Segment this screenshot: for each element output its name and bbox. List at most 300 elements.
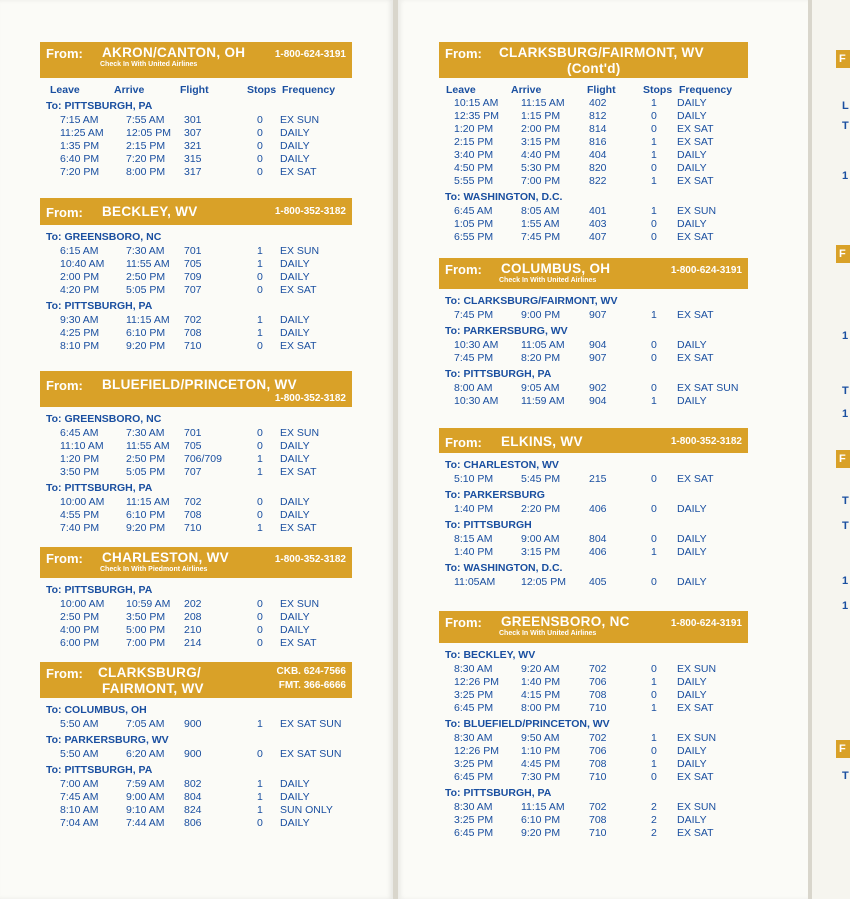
arrive-time: 9:50 AM [521,732,560,744]
stops-count: 0 [651,771,657,783]
flight-number: 804 [184,791,202,803]
flight-number: 707 [184,284,202,296]
destination-label: To: PITTSBURGH, PA [46,100,153,112]
leave-time: 7:45 PM [454,309,494,321]
destination-label: To: PITTSBURGH, PA [46,300,153,312]
flight-number: 804 [589,533,607,545]
leave-time: 5:50 AM [60,718,99,730]
destination-heading [439,519,748,533]
frequency: DAILY [677,218,707,230]
destination-label: To: PARKERSBURG, WV [46,734,169,746]
frequency: DAILY [280,791,310,803]
leave-time: 11:25 AM [60,127,104,139]
arrive-time: 7:30 AM [126,427,165,439]
arrive-time: 8:20 PM [521,352,561,364]
arrive-time: 2:50 PM [126,453,166,465]
flight-number: 812 [589,110,607,122]
leave-time: 12:26 PM [454,676,499,688]
route-section [40,547,352,650]
section-header [40,547,352,578]
stops-count: 0 [257,611,263,623]
frequency: DAILY [280,778,310,790]
arrive-time: 5:45 PM [521,473,561,485]
leave-time: 1:40 PM [454,503,494,515]
stops-count: 0 [257,496,263,508]
destination-heading [439,191,748,205]
flight-number: 907 [589,352,607,364]
schedule-row [40,153,352,166]
flight-number: 406 [589,546,607,558]
arrive-time: 9:10 AM [126,804,165,816]
leave-time: 11:10 AM [60,440,104,452]
destination-heading [439,562,748,576]
frequency: EX SUN [677,732,717,744]
leave-time: 2:50 PM [60,611,100,623]
schedule-row [40,466,352,479]
destination-heading [40,413,352,427]
flight-number: 710 [184,340,202,352]
schedule-row [439,175,748,188]
schedule-row [40,718,352,731]
schedule-row [40,509,352,522]
destination-label: To: BLUEFIELD/PRINCETON, WV [445,718,610,730]
frequency: EX SAT [677,827,714,839]
schedule-row [40,140,352,153]
arrive-time: 2:50 PM [126,271,166,283]
frequency: EX SAT [677,309,714,321]
origin-city: (Cont'd) [567,61,621,76]
arrive-time: 1:55 AM [521,218,560,230]
column-heading: Arrive [511,84,542,96]
leave-time: 8:10 AM [60,804,99,816]
schedule-row [439,162,748,175]
phone-number: 1-800-352-3182 [274,554,346,565]
flight-number: 708 [589,689,607,701]
arrive-time: 9:20 AM [521,663,560,675]
leave-time: 11:05AM [454,576,496,588]
leave-time: 10:00 AM [60,598,105,610]
route-section [439,42,748,244]
stops-count: 0 [651,689,657,701]
schedule-row [439,576,748,589]
leave-time: 3:25 PM [454,758,494,770]
frequency: DAILY [677,533,707,545]
leave-time: 10:00 AM [60,496,105,508]
leave-time: 10:30 AM [454,339,499,351]
stops-count: 0 [651,162,657,174]
arrive-time: 9:00 PM [521,309,561,321]
leave-time: 6:45 AM [60,427,99,439]
leave-time: 5:50 AM [60,748,99,760]
text-fragment: L [842,100,849,112]
flight-number: 402 [589,97,607,109]
destination-label: To: BECKLEY, WV [445,649,536,661]
section-header-fragment: F [836,245,850,263]
frequency: EX SAT [677,123,714,135]
destination-heading [40,764,352,778]
frequency: DAILY [677,758,707,770]
flight-number: 315 [184,153,202,165]
leave-time: 7:45 PM [454,352,494,364]
arrive-time: 2:00 PM [521,123,561,135]
schedule-row [439,771,748,784]
schedule-row [40,522,352,535]
arrive-time: 1:10 PM [521,745,561,757]
schedule-row [40,440,352,453]
phone-number: 1-800-624-3191 [670,265,742,276]
flight-number: 806 [184,817,202,829]
flight-number: 701 [184,245,202,257]
flight-number: 403 [589,218,607,230]
route-section [439,428,748,589]
arrive-time: 1:40 PM [521,676,561,688]
flight-number: 904 [589,395,607,407]
arrive-time: 7:30 AM [126,245,165,257]
route-section [40,198,352,353]
frequency: EX SUN [280,114,320,126]
route-section [40,662,352,830]
frequency: EX SUN [677,205,717,217]
schedule-row [439,827,748,840]
arrive-time: 4:15 PM [521,689,561,701]
schedule-row [439,689,748,702]
frequency: DAILY [280,327,310,339]
from-label: From: [46,378,83,393]
stops-count: 0 [651,576,657,588]
schedule-row [40,314,352,327]
leave-time: 3:25 PM [454,814,494,826]
destination-heading [40,734,352,748]
flight-number: 702 [589,663,607,675]
arrive-time: 8:00 PM [521,702,561,714]
flight-number: 705 [184,258,202,270]
text-fragment: 1 [842,575,849,587]
leave-time: 5:10 PM [454,473,494,485]
leave-time: 7:45 AM [60,791,99,803]
flight-number: 709 [184,271,202,283]
stops-count: 1 [651,309,657,321]
stops-count: 1 [257,791,263,803]
column-heading: Leave [50,84,80,96]
stops-count: 1 [651,136,657,148]
arrive-time: 3:15 PM [521,136,561,148]
schedule-row [439,676,748,689]
frequency: EX SAT SUN [280,718,342,730]
leave-time: 6:45 PM [454,702,494,714]
frequency: EX SAT [280,340,317,352]
frequency: EX SUN [677,801,717,813]
stops-count: 1 [651,732,657,744]
leave-time: 1:40 PM [454,546,494,558]
schedule-row [439,110,748,123]
frequency: DAILY [280,817,310,829]
destination-label: To: WASHINGTON, D.C. [445,191,563,203]
destination-label: To: CHARLESTON, WV [445,459,559,471]
flight-number: 407 [589,231,607,243]
arrive-time: 9:20 PM [126,340,166,352]
schedule-row [439,352,748,365]
text-fragment: T [842,520,849,532]
flight-number: 321 [184,140,202,152]
arrive-time: 7:00 PM [126,637,166,649]
from-label: From: [46,666,83,681]
stops-count: 0 [257,271,263,283]
destination-label: To: PITTSBURGH, PA [445,787,552,799]
flight-number: 301 [184,114,202,126]
schedule-row [439,546,748,559]
stops-count: 0 [257,440,263,452]
stops-count: 0 [257,153,263,165]
schedule-row [439,745,748,758]
origin-city: BLUEFIELD/PRINCETON, WV [102,377,297,392]
stops-count: 0 [651,745,657,757]
flight-number: 902 [589,382,607,394]
arrive-time: 3:15 PM [521,546,561,558]
arrive-time: 8:00 PM [126,166,166,178]
stops-count: 1 [257,804,263,816]
destination-heading [439,368,748,382]
arrive-time: 7:55 AM [126,114,165,126]
arrive-time: 7:00 PM [521,175,561,187]
column-headings [439,81,748,97]
destination-label: To: PARKERSBURG [445,489,545,501]
frequency: DAILY [677,814,707,826]
stops-count: 1 [651,676,657,688]
text-fragment: T [842,385,849,397]
frequency: DAILY [677,689,707,701]
arrive-time: 9:00 AM [521,533,560,545]
phone-number: 1-800-624-3191 [670,618,742,629]
destination-heading [40,704,352,718]
leave-time: 2:15 PM [454,136,494,148]
schedule-row [40,791,352,804]
flight-number: 708 [184,327,202,339]
arrive-time: 7:05 AM [126,718,165,730]
destination-heading [439,325,748,339]
schedule-row [40,245,352,258]
column-headings [40,81,352,97]
from-label: From: [445,46,482,61]
section-header [40,662,352,698]
flight-number: 710 [589,702,607,714]
stops-count: 1 [651,205,657,217]
frequency: EX SAT [677,771,714,783]
section-header [40,371,352,407]
checkin-note: Check In With United Airlines [499,630,597,637]
destination-heading [439,649,748,663]
text-fragment: T [842,495,849,507]
from-label: From: [46,551,83,566]
frequency: DAILY [677,576,707,588]
frequency: EX SAT [677,702,714,714]
stops-count: 0 [651,123,657,135]
schedule-row [439,473,748,486]
frequency: EX SAT [280,466,317,478]
column-heading: Flight [180,84,209,96]
frequency: DAILY [677,339,707,351]
frequency: EX SAT [677,352,714,364]
frequency: DAILY [280,453,310,465]
arrive-time: 9:05 AM [521,382,560,394]
leave-time: 8:30 AM [454,663,493,675]
schedule-row [439,503,748,516]
destination-label: To: PITTSBURGH, PA [445,368,552,380]
stops-count: 1 [257,258,263,270]
section-header [40,198,352,225]
text-fragment: 1 [842,330,849,342]
flight-number: 710 [184,522,202,534]
stops-count: 1 [257,522,263,534]
stops-count: 1 [257,466,263,478]
arrive-time: 11:15 AM [521,97,565,109]
stops-count: 0 [257,166,263,178]
frequency: DAILY [280,153,310,165]
leave-time: 10:40 AM [60,258,105,270]
section-header-fragment: F [836,50,850,68]
destination-heading [439,459,748,473]
flight-number: 401 [589,205,607,217]
schedule-row [40,496,352,509]
stops-count: 1 [651,702,657,714]
column-heading: Flight [587,84,616,96]
flight-number: 706 [589,676,607,688]
arrive-time: 6:20 AM [126,748,165,760]
leave-time: 10:30 AM [454,395,499,407]
leave-time: 12:26 PM [454,745,499,757]
frequency: DAILY [280,624,310,636]
frequency: DAILY [677,676,707,688]
leave-time: 4:25 PM [60,327,100,339]
destination-heading [40,300,352,314]
stops-count: 1 [257,314,263,326]
text-fragment: T [842,770,849,782]
arrive-time: 5:00 PM [126,624,166,636]
leave-time: 7:00 AM [60,778,99,790]
origin-city: CLARKSBURG/ [98,665,202,680]
origin-city: AKRON/CANTON, OH [102,45,246,60]
stops-count: 0 [651,382,657,394]
schedule-row [439,732,748,745]
leave-time: 8:00 AM [454,382,493,394]
leave-time: 3:50 PM [60,466,100,478]
arrive-time: 9:20 PM [126,522,166,534]
column-heading: Stops [247,84,277,96]
frequency: DAILY [280,440,310,452]
flight-number: 701 [184,427,202,439]
leave-time: 4:20 PM [60,284,100,296]
schedule-row [439,339,748,352]
schedule-row [439,123,748,136]
schedule-row [40,453,352,466]
arrive-time: 7:59 AM [126,778,165,790]
stops-count: 1 [257,245,263,257]
checkin-note: Check In With Piedmont Airlines [100,566,208,573]
schedule-row [439,702,748,715]
flight-number: 702 [589,732,607,744]
arrive-time: 8:05 AM [521,205,560,217]
phone-number: FMT. 366-6666 [278,680,346,691]
schedule-row [40,637,352,650]
leave-time: 1:05 PM [454,218,494,230]
section-header [439,611,748,643]
frequency: SUN ONLY [280,804,333,816]
stops-count: 0 [651,533,657,545]
stops-count: 1 [651,97,657,109]
arrive-time: 5:30 PM [521,162,561,174]
from-label: From: [445,615,482,630]
flight-number: 404 [589,149,607,161]
flight-number: 202 [184,598,202,610]
from-label: From: [46,46,83,61]
arrive-time: 1:15 PM [521,110,561,122]
phone-number: CKB. 624-7566 [276,666,346,677]
schedule-row [40,817,352,830]
stops-count: 0 [651,503,657,515]
schedule-row [40,611,352,624]
arrive-time: 7:45 PM [521,231,561,243]
leave-time: 1:20 PM [60,453,100,465]
phone-number: 1-800-352-3182 [274,393,346,404]
stops-count: 1 [651,149,657,161]
stops-count: 1 [651,758,657,770]
destination-label: To: PARKERSBURG, WV [445,325,568,337]
stops-count: 0 [257,748,263,760]
arrive-time: 10:59 AM [126,598,171,610]
frequency: EX SUN [280,598,320,610]
frequency: EX SAT [280,522,317,534]
right-panel-fragments [812,0,850,899]
arrive-time: 12:05 PM [521,576,566,588]
route-section [40,42,352,179]
frequency: DAILY [280,314,310,326]
frequency: EX SAT SUN [280,748,342,760]
column-heading: Frequency [282,84,336,96]
flight-number: 702 [589,801,607,813]
frequency: DAILY [677,149,707,161]
arrive-time: 7:44 AM [126,817,165,829]
arrive-time: 5:05 PM [126,466,166,478]
frequency: EX SAT [677,231,714,243]
stops-count: 0 [257,637,263,649]
arrive-time: 6:10 PM [126,327,166,339]
flight-number: 707 [184,466,202,478]
origin-city: BECKLEY, WV [102,204,198,219]
schedule-row [40,624,352,637]
arrive-time: 5:05 PM [126,284,166,296]
frequency: EX SUN [280,245,320,257]
frequency: DAILY [280,258,310,270]
flight-number: 816 [589,136,607,148]
schedule-row [40,327,352,340]
section-header-fragment: F [836,740,850,758]
stops-count: 0 [257,817,263,829]
route-section [439,611,748,840]
checkin-note: Check In With United Airlines [100,61,198,68]
leave-time: 8:30 AM [454,732,493,744]
leave-time: 7:15 AM [60,114,99,126]
schedule-row [40,114,352,127]
schedule-row [40,258,352,271]
flight-number: 822 [589,175,607,187]
frequency: EX SAT [280,637,317,649]
from-label: From: [46,205,83,220]
frequency: EX SAT [677,175,714,187]
from-label: From: [445,262,482,277]
flight-number: 710 [589,771,607,783]
leave-time: 1:20 PM [454,123,494,135]
arrive-time: 7:30 PM [521,771,561,783]
route-section [439,258,748,408]
